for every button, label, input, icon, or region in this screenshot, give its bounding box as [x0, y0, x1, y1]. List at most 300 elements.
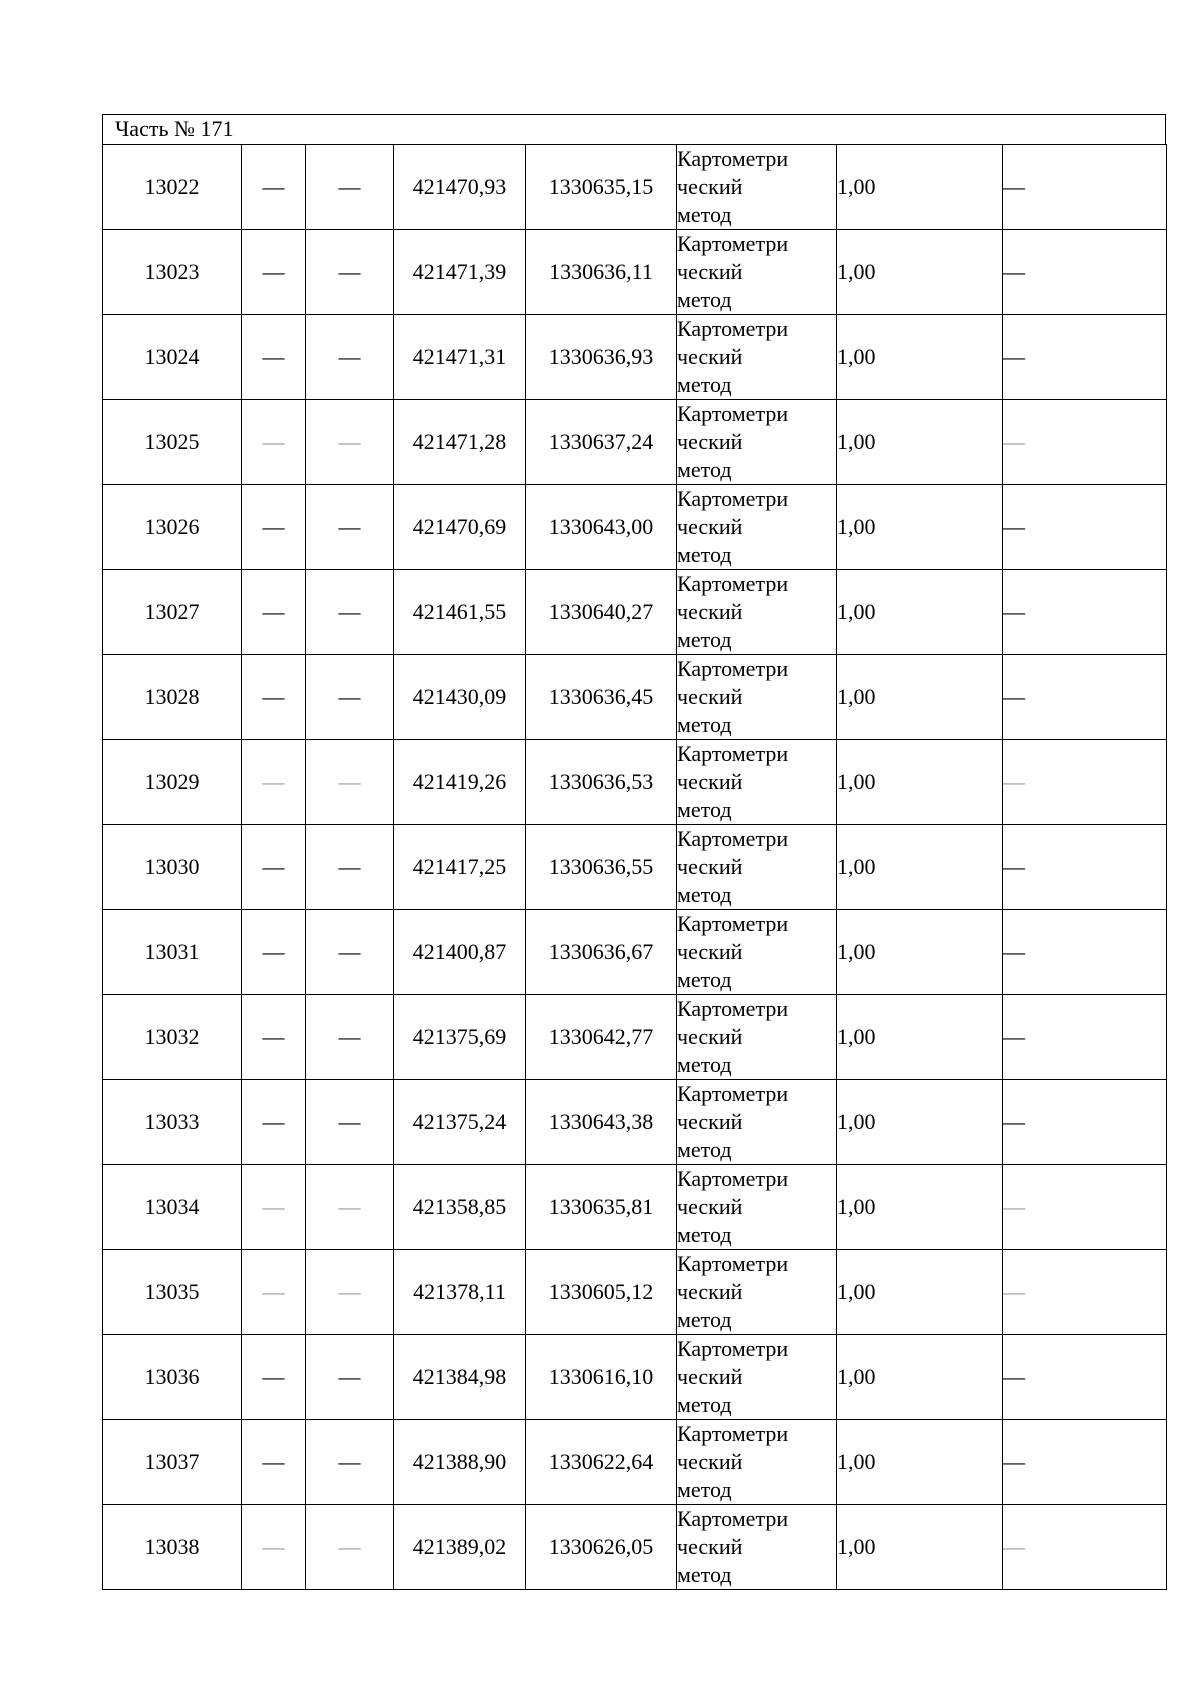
y-coordinate-text: 1330636,45: [548, 684, 654, 709]
empty-x-old-cell: [242, 230, 306, 315]
point-number-text: 13030: [144, 854, 200, 879]
empty-y-old-text: —: [338, 769, 361, 794]
empty-y-old-cell: [306, 1420, 394, 1505]
description-cell: [1003, 655, 1167, 740]
part-header: Часть № 171: [102, 114, 1166, 144]
x-coordinate-text: 421384,98: [412, 1364, 507, 1389]
description-cell: [1003, 400, 1167, 485]
precision-cell: [837, 1250, 1003, 1335]
table-row: [103, 1505, 1167, 1590]
x-coordinate-text: 421417,25: [412, 854, 507, 879]
table-row: [103, 655, 1167, 740]
empty-y-old-cell: [306, 570, 394, 655]
point-number-cell: [103, 315, 242, 400]
empty-y-old-text: —: [338, 1109, 361, 1134]
point-number-cell: [103, 570, 242, 655]
description-text: —: [1003, 599, 1025, 624]
precision-cell: [837, 1505, 1003, 1590]
y-coordinate-text: 1330643,38: [548, 1109, 654, 1134]
method-line: ческий: [677, 684, 743, 709]
point-number-text: 13036: [144, 1364, 200, 1389]
method-line: метод: [677, 1477, 732, 1502]
method-cell: [677, 145, 837, 230]
x-coordinate-cell: [394, 1420, 526, 1505]
empty-x-old-cell: [242, 1420, 306, 1505]
empty-y-old-cell: [306, 1250, 394, 1335]
empty-y-old-text: —: [338, 1279, 361, 1304]
y-coordinate-cell: [526, 825, 677, 910]
x-coordinate-cell: [394, 485, 526, 570]
precision-text: 1,00: [837, 429, 876, 454]
precision-text: 1,00: [837, 1109, 876, 1134]
method-line: Картометри: [677, 231, 789, 256]
method-line: Картометри: [677, 826, 789, 851]
description-cell: [1003, 1420, 1167, 1505]
point-number-text: 13025: [144, 429, 200, 454]
method-cell: [677, 655, 837, 740]
precision-text: 1,00: [837, 344, 876, 369]
x-coordinate-cell: [394, 315, 526, 400]
empty-x-old-cell: [242, 825, 306, 910]
point-number-text: 13034: [144, 1194, 200, 1219]
method-line: Картометри: [677, 741, 789, 766]
precision-cell: [837, 1335, 1003, 1420]
coordinates-table: [102, 144, 1167, 1590]
x-coordinate-cell: [394, 145, 526, 230]
precision-text: 1,00: [837, 1279, 876, 1304]
y-coordinate-text: 1330637,24: [548, 429, 654, 454]
x-coordinate-text: 421461,55: [412, 599, 507, 624]
empty-x-old-cell: [242, 1335, 306, 1420]
empty-x-old-cell: [242, 1250, 306, 1335]
point-number-cell: [103, 1080, 242, 1165]
point-number-cell: [103, 145, 242, 230]
point-number-text: 13027: [144, 599, 200, 624]
empty-x-old-text: —: [262, 1109, 285, 1134]
empty-x-old-text: —: [262, 259, 285, 284]
method-line: ческий: [677, 1109, 743, 1134]
table-row: [103, 910, 1167, 995]
x-coordinate-text: 421388,90: [412, 1449, 507, 1474]
x-coordinate-cell: [394, 995, 526, 1080]
method-line: ческий: [677, 1279, 743, 1304]
y-coordinate-cell: [526, 1165, 677, 1250]
point-number-cell: [103, 740, 242, 825]
y-coordinate-text: 1330642,77: [548, 1024, 654, 1049]
method-line: ческий: [677, 1449, 743, 1474]
method-cell: [677, 400, 837, 485]
precision-cell: [837, 995, 1003, 1080]
empty-y-old-cell: [306, 1505, 394, 1590]
description-cell: [1003, 1165, 1167, 1250]
empty-y-old-text: —: [338, 344, 361, 369]
point-number-text: 13022: [144, 174, 200, 199]
precision-cell: [837, 230, 1003, 315]
precision-cell: [837, 145, 1003, 230]
x-coordinate-cell: [394, 400, 526, 485]
description-text: —: [1003, 1024, 1025, 1049]
empty-x-old-cell: [242, 1505, 306, 1590]
method-line: Картометри: [677, 1251, 789, 1276]
y-coordinate-text: 1330636,11: [549, 259, 653, 284]
empty-y-old-cell: [306, 485, 394, 570]
method-line: ческий: [677, 1534, 743, 1559]
method-line: метод: [677, 1392, 732, 1417]
method-line: ческий: [677, 939, 743, 964]
empty-y-old-text: —: [338, 854, 361, 879]
point-number-text: 13033: [144, 1109, 200, 1134]
x-coordinate-text: 421375,69: [412, 1024, 507, 1049]
empty-x-old-cell: [242, 910, 306, 995]
x-coordinate-text: 421358,85: [412, 1194, 507, 1219]
method-line: Картометри: [677, 1421, 789, 1446]
x-coordinate-cell: [394, 825, 526, 910]
point-number-text: 13024: [144, 344, 200, 369]
method-line: метод: [677, 1052, 732, 1077]
method-line: метод: [677, 967, 732, 992]
precision-text: 1,00: [837, 769, 876, 794]
empty-x-old-text: —: [262, 1449, 285, 1474]
y-coordinate-cell: [526, 1080, 677, 1165]
description-cell: [1003, 740, 1167, 825]
empty-y-old-cell: [306, 1335, 394, 1420]
x-coordinate-text: 421470,69: [412, 514, 507, 539]
method-line: Картометри: [677, 146, 789, 171]
empty-x-old-text: —: [262, 344, 285, 369]
empty-y-old-text: —: [338, 429, 361, 454]
empty-y-old-text: —: [338, 1194, 361, 1219]
point-number-cell: [103, 1165, 242, 1250]
y-coordinate-cell: [526, 145, 677, 230]
empty-x-old-text: —: [262, 1194, 285, 1219]
method-line: метод: [677, 882, 732, 907]
empty-y-old-text: —: [338, 259, 361, 284]
empty-y-old-text: —: [338, 599, 361, 624]
x-coordinate-text: 421375,24: [412, 1109, 507, 1134]
empty-y-old-text: —: [338, 1364, 361, 1389]
precision-cell: [837, 570, 1003, 655]
empty-x-old-cell: [242, 570, 306, 655]
method-line: метод: [677, 627, 732, 652]
method-line: Картометри: [677, 1081, 789, 1106]
empty-y-old-cell: [306, 995, 394, 1080]
empty-x-old-cell: [242, 315, 306, 400]
empty-x-old-text: —: [262, 514, 285, 539]
y-coordinate-cell: [526, 570, 677, 655]
empty-x-old-text: —: [262, 854, 285, 879]
point-number-text: 13037: [144, 1449, 200, 1474]
precision-text: 1,00: [837, 1194, 876, 1219]
description-cell: [1003, 825, 1167, 910]
coordinates-sheet: [102, 114, 1166, 1590]
precision-text: 1,00: [837, 1449, 876, 1474]
empty-x-old-cell: [242, 485, 306, 570]
point-number-cell: [103, 1505, 242, 1590]
precision-cell: [837, 1420, 1003, 1505]
x-coordinate-text: 421430,09: [412, 684, 507, 709]
method-line: Картометри: [677, 1506, 789, 1531]
table-row: [103, 400, 1167, 485]
empty-y-old-text: —: [338, 684, 361, 709]
method-line: ческий: [677, 344, 743, 369]
x-coordinate-cell: [394, 740, 526, 825]
empty-y-old-text: —: [338, 1024, 361, 1049]
y-coordinate-cell: [526, 1420, 677, 1505]
method-cell: [677, 230, 837, 315]
y-coordinate-text: 1330636,53: [548, 769, 654, 794]
x-coordinate-cell: [394, 230, 526, 315]
empty-y-old-text: —: [338, 514, 361, 539]
description-text: —: [1003, 259, 1025, 284]
x-coordinate-text: 421470,93: [412, 174, 507, 199]
x-coordinate-cell: [394, 1080, 526, 1165]
point-number-text: 13028: [144, 684, 200, 709]
method-line: Картометри: [677, 486, 789, 511]
point-number-cell: [103, 485, 242, 570]
description-cell: [1003, 1335, 1167, 1420]
description-cell: [1003, 1250, 1167, 1335]
table-row: [103, 1080, 1167, 1165]
x-coordinate-cell: [394, 910, 526, 995]
y-coordinate-text: 1330636,55: [548, 854, 654, 879]
method-line: метод: [677, 1222, 732, 1247]
x-coordinate-text: 421400,87: [412, 939, 507, 964]
y-coordinate-text: 1330626,05: [548, 1534, 654, 1559]
table-body: [103, 145, 1167, 1590]
empty-y-old-cell: [306, 1080, 394, 1165]
method-line: ческий: [677, 854, 743, 879]
method-cell: [677, 1335, 837, 1420]
empty-y-old-text: —: [338, 1449, 361, 1474]
precision-cell: [837, 910, 1003, 995]
y-coordinate-cell: [526, 1335, 677, 1420]
method-line: Картометри: [677, 401, 789, 426]
method-line: метод: [677, 202, 732, 227]
precision-text: 1,00: [837, 939, 876, 964]
method-cell: [677, 1505, 837, 1590]
description-cell: [1003, 145, 1167, 230]
x-coordinate-cell: [394, 655, 526, 740]
table-row: [103, 1165, 1167, 1250]
description-cell: [1003, 910, 1167, 995]
method-line: ческий: [677, 514, 743, 539]
description-text: —: [1003, 1279, 1025, 1304]
description-text: —: [1003, 1364, 1025, 1389]
method-line: ческий: [677, 599, 743, 624]
method-cell: [677, 1165, 837, 1250]
empty-x-old-cell: [242, 145, 306, 230]
empty-y-old-cell: [306, 315, 394, 400]
empty-x-old-cell: [242, 995, 306, 1080]
empty-x-old-cell: [242, 740, 306, 825]
y-coordinate-text: 1330616,10: [548, 1364, 654, 1389]
empty-x-old-text: —: [262, 429, 285, 454]
y-coordinate-text: 1330643,00: [548, 514, 654, 539]
table-row: [103, 145, 1167, 230]
empty-x-old-text: —: [262, 769, 285, 794]
y-coordinate-text: 1330636,67: [548, 939, 654, 964]
precision-text: 1,00: [837, 514, 876, 539]
x-coordinate-cell: [394, 1250, 526, 1335]
x-coordinate-cell: [394, 1505, 526, 1590]
method-line: Картометри: [677, 996, 789, 1021]
point-number-cell: [103, 230, 242, 315]
method-line: метод: [677, 1562, 732, 1587]
empty-x-old-text: —: [262, 684, 285, 709]
table-row: [103, 1420, 1167, 1505]
empty-y-old-text: —: [338, 939, 361, 964]
y-coordinate-cell: [526, 995, 677, 1080]
empty-y-old-cell: [306, 145, 394, 230]
method-line: метод: [677, 372, 732, 397]
precision-text: 1,00: [837, 854, 876, 879]
precision-cell: [837, 315, 1003, 400]
x-coordinate-text: 421389,02: [412, 1534, 507, 1559]
empty-y-old-text: —: [338, 1534, 361, 1559]
method-cell: [677, 825, 837, 910]
empty-x-old-text: —: [262, 1024, 285, 1049]
table-row: [103, 485, 1167, 570]
point-number-cell: [103, 825, 242, 910]
empty-y-old-text: —: [338, 174, 361, 199]
description-text: —: [1003, 1449, 1025, 1474]
x-coordinate-text: 421471,28: [412, 429, 507, 454]
description-text: —: [1003, 939, 1025, 964]
method-cell: [677, 1250, 837, 1335]
description-text: —: [1003, 684, 1025, 709]
empty-y-old-cell: [306, 230, 394, 315]
method-line: Картометри: [677, 316, 789, 341]
y-coordinate-cell: [526, 910, 677, 995]
description-cell: [1003, 570, 1167, 655]
empty-x-old-text: —: [262, 1279, 285, 1304]
y-coordinate-text: 1330636,93: [548, 344, 654, 369]
point-number-text: 13035: [144, 1279, 200, 1304]
description-text: —: [1003, 769, 1025, 794]
method-line: метод: [677, 542, 732, 567]
precision-cell: [837, 825, 1003, 910]
empty-x-old-text: —: [262, 174, 285, 199]
x-coordinate-cell: [394, 570, 526, 655]
method-cell: [677, 570, 837, 655]
empty-y-old-cell: [306, 910, 394, 995]
y-coordinate-text: 1330635,81: [548, 1194, 654, 1219]
y-coordinate-cell: [526, 230, 677, 315]
empty-x-old-text: —: [262, 1364, 285, 1389]
method-line: ческий: [677, 769, 743, 794]
method-line: Картометри: [677, 1336, 789, 1361]
x-coordinate-text: 421471,39: [412, 259, 507, 284]
method-line: ческий: [677, 1194, 743, 1219]
empty-y-old-cell: [306, 825, 394, 910]
method-line: ческий: [677, 259, 743, 284]
description-text: —: [1003, 174, 1025, 199]
empty-y-old-cell: [306, 400, 394, 485]
y-coordinate-text: 1330605,12: [548, 1279, 654, 1304]
point-number-cell: [103, 1250, 242, 1335]
description-cell: [1003, 230, 1167, 315]
method-line: ческий: [677, 174, 743, 199]
empty-y-old-cell: [306, 655, 394, 740]
y-coordinate-cell: [526, 400, 677, 485]
table-row: [103, 825, 1167, 910]
precision-text: 1,00: [837, 1364, 876, 1389]
precision-text: 1,00: [837, 174, 876, 199]
description-text: —: [1003, 854, 1025, 879]
point-number-text: 13026: [144, 514, 200, 539]
table-row: [103, 315, 1167, 400]
table-row: [103, 570, 1167, 655]
precision-text: 1,00: [837, 684, 876, 709]
table-row: [103, 1250, 1167, 1335]
empty-x-old-cell: [242, 1165, 306, 1250]
x-coordinate-text: 421471,31: [412, 344, 507, 369]
table-row: [103, 1335, 1167, 1420]
method-line: метод: [677, 712, 732, 737]
empty-x-old-cell: [242, 1080, 306, 1165]
method-line: метод: [677, 287, 732, 312]
x-coordinate-text: 421419,26: [412, 769, 507, 794]
description-text: —: [1003, 1194, 1025, 1219]
empty-x-old-cell: [242, 655, 306, 740]
method-line: ческий: [677, 1364, 743, 1389]
y-coordinate-cell: [526, 315, 677, 400]
table-row: [103, 740, 1167, 825]
point-number-text: 13023: [144, 259, 200, 284]
precision-cell: [837, 1080, 1003, 1165]
point-number-cell: [103, 995, 242, 1080]
method-line: метод: [677, 1307, 732, 1332]
table-row: [103, 995, 1167, 1080]
y-coordinate-cell: [526, 485, 677, 570]
description-text: —: [1003, 429, 1025, 454]
empty-y-old-cell: [306, 1165, 394, 1250]
precision-cell: [837, 400, 1003, 485]
method-cell: [677, 740, 837, 825]
empty-x-old-cell: [242, 400, 306, 485]
empty-x-old-text: —: [262, 939, 285, 964]
y-coordinate-text: 1330622,64: [548, 1449, 654, 1474]
precision-text: 1,00: [837, 1534, 876, 1559]
precision-text: 1,00: [837, 259, 876, 284]
method-cell: [677, 315, 837, 400]
method-cell: [677, 1080, 837, 1165]
point-number-text: 13032: [144, 1024, 200, 1049]
empty-x-old-text: —: [262, 1534, 285, 1559]
point-number-text: 13029: [144, 769, 200, 794]
method-line: метод: [677, 1137, 732, 1162]
precision-cell: [837, 1165, 1003, 1250]
method-cell: [677, 1420, 837, 1505]
precision-text: 1,00: [837, 1024, 876, 1049]
point-number-cell: [103, 1420, 242, 1505]
description-cell: [1003, 995, 1167, 1080]
method-line: ческий: [677, 1024, 743, 1049]
method-line: Картометри: [677, 571, 789, 596]
x-coordinate-cell: [394, 1335, 526, 1420]
y-coordinate-cell: [526, 1250, 677, 1335]
description-text: —: [1003, 1109, 1025, 1134]
empty-x-old-text: —: [262, 599, 285, 624]
description-text: —: [1003, 1534, 1025, 1559]
x-coordinate-text: 421378,11: [413, 1279, 506, 1304]
method-cell: [677, 485, 837, 570]
precision-text: 1,00: [837, 599, 876, 624]
point-number-cell: [103, 910, 242, 995]
point-number-cell: [103, 1335, 242, 1420]
description-cell: [1003, 485, 1167, 570]
point-number-text: 13038: [144, 1534, 200, 1559]
